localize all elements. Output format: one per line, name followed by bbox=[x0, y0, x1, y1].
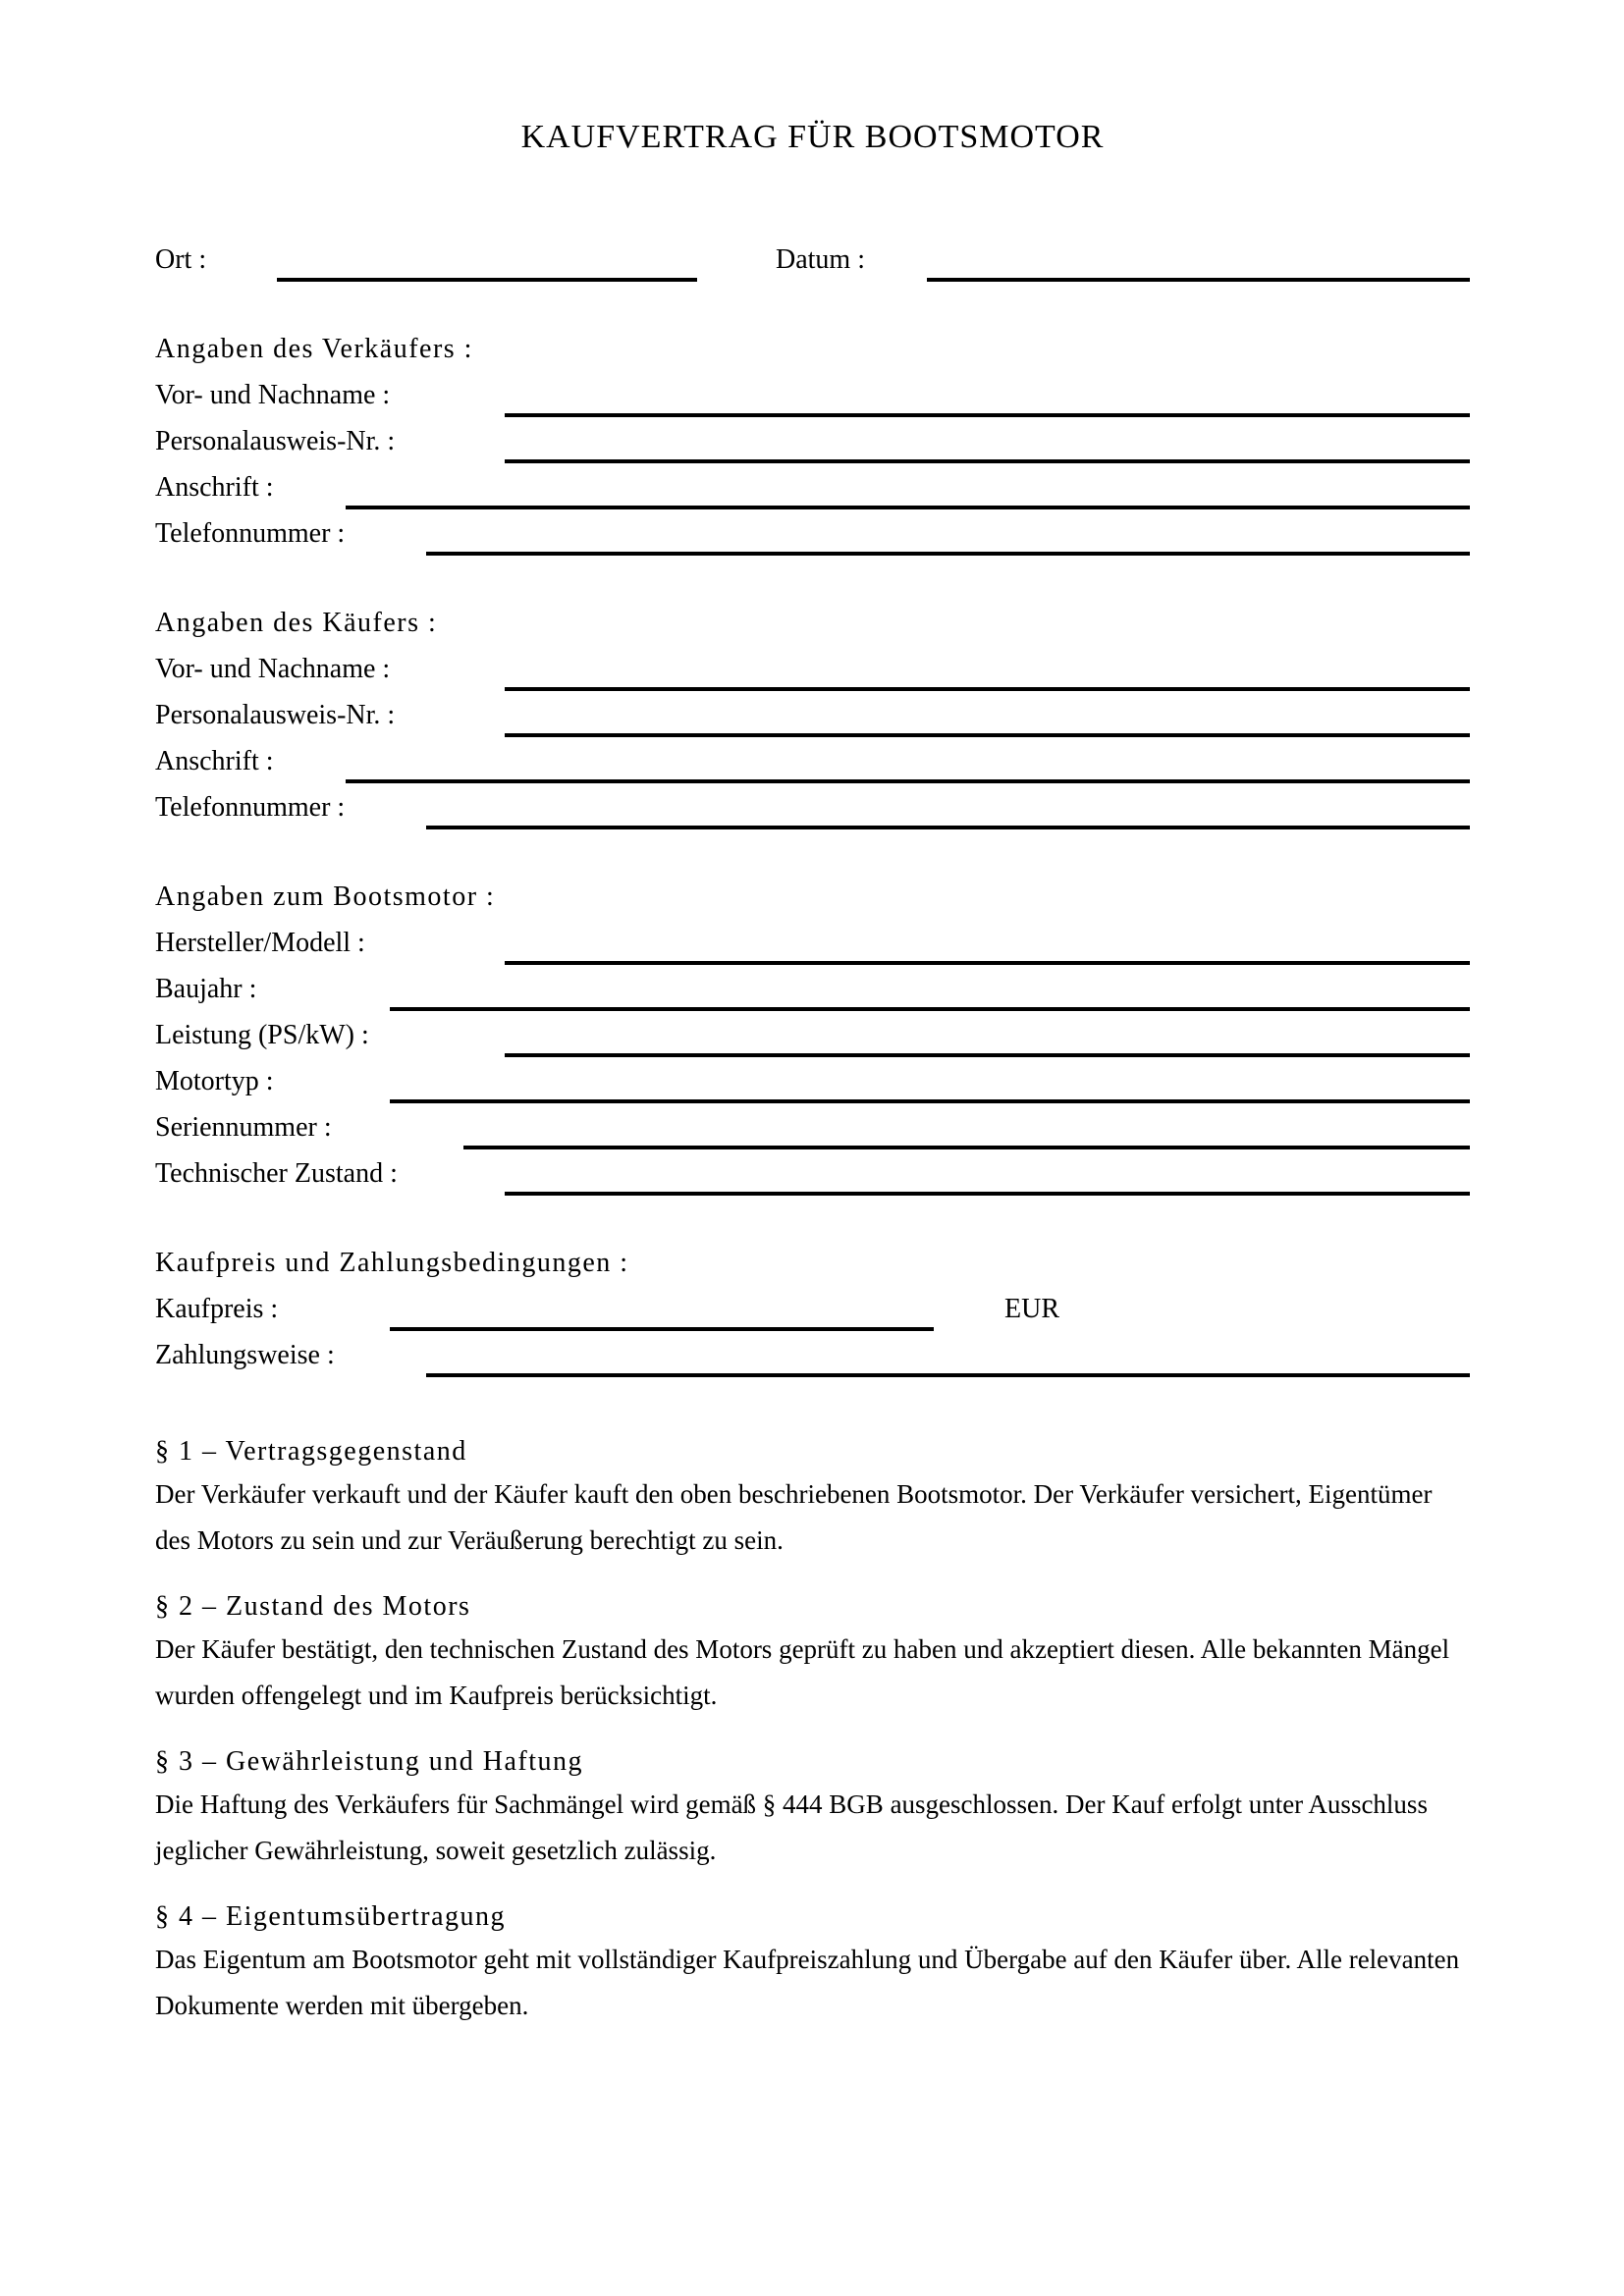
motor-model-field-line[interactable] bbox=[505, 928, 1470, 965]
price-heading-row bbox=[155, 1239, 1470, 1285]
clauses bbox=[155, 1432, 1470, 2029]
price-section bbox=[155, 1239, 1470, 1377]
seller-id-label: Personalausweis-Nr. : bbox=[155, 426, 396, 456]
motor-condition-label: Technischer Zustand : bbox=[155, 1158, 398, 1189]
seller-id-row bbox=[155, 417, 1470, 463]
seller-phone-label: Telefonnummer : bbox=[155, 518, 346, 549]
seller-name-field-line[interactable] bbox=[505, 380, 1470, 417]
buyer-heading-row bbox=[155, 599, 1470, 645]
buyer-address-label: Anschrift : bbox=[155, 746, 274, 776]
motor-heading: Angaben zum Bootsmotor : bbox=[155, 881, 496, 912]
buyer-name-row bbox=[155, 645, 1470, 691]
seller-heading-row bbox=[155, 325, 1470, 371]
seller-address-row bbox=[155, 463, 1470, 509]
buyer-address-row bbox=[155, 737, 1470, 783]
page-title: KAUFVERTRAG FÜR BOOTSMOTOR bbox=[520, 119, 1105, 155]
motor-condition-field-line[interactable] bbox=[505, 1158, 1470, 1196]
buyer-phone-field-line[interactable] bbox=[426, 792, 1470, 829]
ort-label: Ort : bbox=[155, 244, 207, 275]
motor-year-row bbox=[155, 965, 1470, 1011]
price-heading: Kaufpreis und Zahlungsbedingungen : bbox=[155, 1248, 629, 1278]
buyer-name-field-line[interactable] bbox=[505, 654, 1470, 691]
buyer-name-label: Vor- und Nachname : bbox=[155, 654, 391, 684]
clause-4 bbox=[155, 1897, 1470, 2029]
buyer-section bbox=[155, 599, 1470, 829]
datum-label: Datum : bbox=[776, 244, 865, 275]
clause-2-body: Der Käufer bestätigt, den technischen Zustand des Motors geprüft zu haben und akzeptiert diesen. Alle bekannten Mängel wurden offengelegt und im Kaufpreis berücksichtigt. bbox=[155, 1634, 1450, 1710]
motor-section bbox=[155, 873, 1470, 1196]
price-row bbox=[155, 1285, 1470, 1331]
payment-method-field-line[interactable] bbox=[426, 1340, 1470, 1377]
seller-phone-row bbox=[155, 509, 1470, 556]
motor-model-label: Hersteller/Modell : bbox=[155, 928, 365, 958]
buyer-phone-row bbox=[155, 783, 1470, 829]
buyer-address-field-line[interactable] bbox=[346, 746, 1470, 783]
motor-power-field-line[interactable] bbox=[505, 1020, 1470, 1057]
seller-name-row bbox=[155, 371, 1470, 417]
clause-4-heading: § 4 – Eigentumsübertragung bbox=[155, 1901, 507, 1932]
seller-address-label: Anschrift : bbox=[155, 472, 274, 503]
clause-3-body: Die Haftung des Verkäufers für Sachmängel wird gemäß § 444 BGB ausgeschlossen. Der Kauf erfolgt unter Ausschluss jeglicher Gewährleistung, soweit gesetzlich zulässig. bbox=[155, 1789, 1428, 1865]
buyer-id-label: Personalausweis-Nr. : bbox=[155, 700, 396, 730]
buyer-phone-label: Telefonnummer : bbox=[155, 792, 346, 823]
clause-1 bbox=[155, 1432, 1470, 1564]
motor-year-field-line[interactable] bbox=[390, 974, 1470, 1011]
motor-serial-label: Seriennummer : bbox=[155, 1112, 332, 1143]
motor-year-label: Baujahr : bbox=[155, 974, 257, 1004]
clause-3 bbox=[155, 1742, 1470, 1874]
motor-model-row bbox=[155, 919, 1470, 965]
motor-type-field-line[interactable] bbox=[390, 1066, 1470, 1103]
payment-method-row bbox=[155, 1331, 1470, 1377]
motor-type-label: Motortyp : bbox=[155, 1066, 274, 1096]
seller-phone-field-line[interactable] bbox=[426, 518, 1470, 556]
seller-id-field-line[interactable] bbox=[505, 426, 1470, 463]
buyer-id-field-line[interactable] bbox=[505, 700, 1470, 737]
seller-section bbox=[155, 325, 1470, 556]
motor-power-row bbox=[155, 1011, 1470, 1057]
clause-1-body: Der Verkäufer verkauft und der Käufer kauft den oben beschriebenen Bootsmotor. Der Verkäufer versichert, Eigentümer des Motors zu sein und zur Veräußerung berechtigt zu sein. bbox=[155, 1479, 1433, 1555]
seller-heading: Angaben des Verkäufers : bbox=[155, 334, 473, 364]
price-currency-label: EUR bbox=[1004, 1294, 1059, 1324]
price-label: Kaufpreis : bbox=[155, 1294, 279, 1324]
price-field-line[interactable] bbox=[390, 1294, 934, 1331]
clause-2 bbox=[155, 1587, 1470, 1719]
clause-3-heading: § 3 – Gewährleistung und Haftung bbox=[155, 1746, 584, 1777]
clause-4-body: Das Eigentum am Bootsmotor geht mit vollständiger Kaufpreiszahlung und Übergabe auf den Käufer über. Alle relevanten Dokumente werden mit übergeben. bbox=[155, 1945, 1460, 2020]
clause-1-heading: § 1 – Vertragsgegenstand bbox=[155, 1436, 467, 1467]
buyer-id-row bbox=[155, 691, 1470, 737]
datum-field-line[interactable] bbox=[927, 244, 1470, 282]
seller-address-field-line[interactable] bbox=[346, 472, 1470, 509]
motor-power-label: Leistung (PS/kW) : bbox=[155, 1020, 369, 1050]
clause-2-heading: § 2 – Zustand des Motors bbox=[155, 1591, 471, 1622]
seller-name-label: Vor- und Nachname : bbox=[155, 380, 391, 410]
ort-datum-row bbox=[155, 236, 1470, 282]
motor-condition-row bbox=[155, 1149, 1470, 1196]
motor-heading-row bbox=[155, 873, 1470, 919]
ort-field-line[interactable] bbox=[277, 244, 697, 282]
payment-method-label: Zahlungsweise : bbox=[155, 1340, 335, 1370]
motor-type-row bbox=[155, 1057, 1470, 1103]
motor-serial-field-line[interactable] bbox=[463, 1112, 1470, 1149]
motor-serial-row bbox=[155, 1103, 1470, 1149]
buyer-heading: Angaben des Käufers : bbox=[155, 608, 438, 638]
